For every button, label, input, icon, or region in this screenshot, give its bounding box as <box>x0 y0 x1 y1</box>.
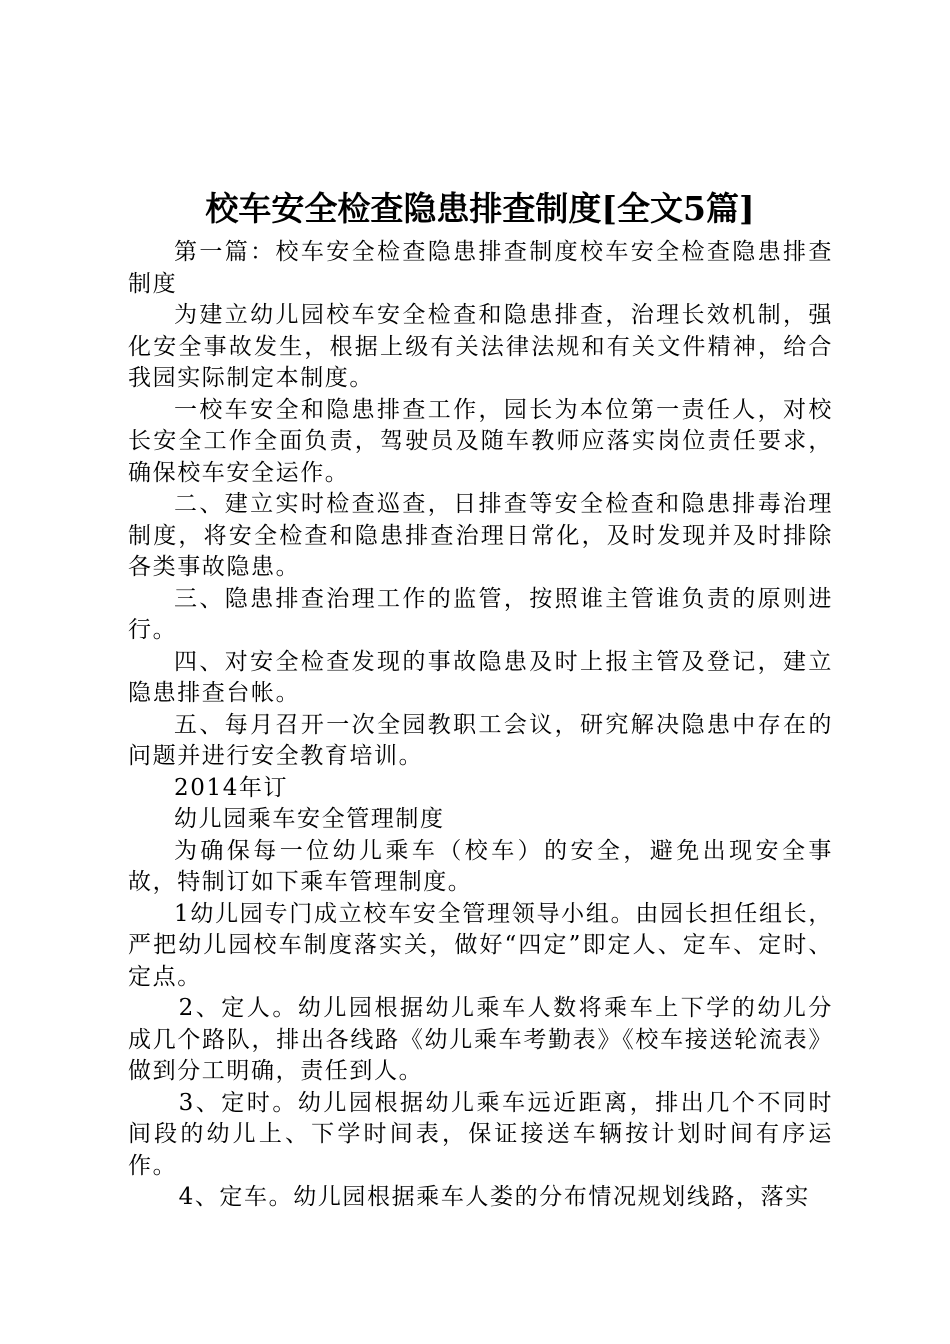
section-heading: 幼儿园乘车安全管理制度 <box>174 806 445 832</box>
paragraph: 第一篇：校车安全检查隐患排查制度校车安全检查隐患排查制度 <box>128 239 833 297</box>
paragraph: 二、建立实时检查巡查，日排查等安全检查和隐患排毒治理制度，将安全检查和隐患排查治理日常化，及时发现并及时排除各类事故隐患。 <box>128 491 833 580</box>
paragraph: 为确保每一位幼儿乘车（校车）的安全，避免出现安全事故，特制订如下乘车管理制度。 <box>128 837 833 895</box>
paragraph: 4、定车。幼儿园根据乘车人娄的分布情况规划线路，落实 <box>178 1184 810 1210</box>
document-title: 校车安全检查隐患排查制度[全文5篇] <box>205 189 755 228</box>
paragraph: 2、定人。幼儿园根据幼儿乘车人数将乘车上下学的幼儿分成几个路队，排出各线路《幼儿乘车考勤表》《校车接送轮流表》做到分工明确，责任到人。 <box>128 995 833 1084</box>
paragraph: 五、每月召开一次全园教职工会议，研究解决隐患中存在的问题并进行安全教育培训。 <box>128 711 833 769</box>
paragraph: 三、隐患排查治理工作的监管，按照谁主管谁负责的原则进行。 <box>128 585 833 643</box>
paragraph: 为建立幼儿园校车安全检查和隐患排查，治理长效机制，强化安全事故发生，根据上级有关法律法规和有关文件精神，给合我园实际制定本制度。 <box>128 302 833 391</box>
paragraph: 四、对安全检查发现的事故隐患及时上报主管及登记，建立隐患排查台帐。 <box>128 648 833 706</box>
paragraph: 3、定时。幼儿园根据幼儿乘车远近距离，排出几个不同时间段的幼儿上、下学时间表，保证接送车辆按计划时间有序运作。 <box>128 1089 833 1179</box>
paragraph: 1幼儿园专门成立校车安全管理领导小组。由园长担任组长，严把幼儿园校车制度落实关，做好“四定”即定人、定车、定时、定点。 <box>128 900 833 990</box>
paragraph: 一校车安全和隐患排查工作，园长为本位第一责任人，对校长安全工作全面负责，驾驶员及随车教师应落实岗位责任要求，确保校车安全运作。 <box>128 396 833 486</box>
date-line: 2014年订 <box>174 774 289 801</box>
document-body <box>128 237 833 1214</box>
